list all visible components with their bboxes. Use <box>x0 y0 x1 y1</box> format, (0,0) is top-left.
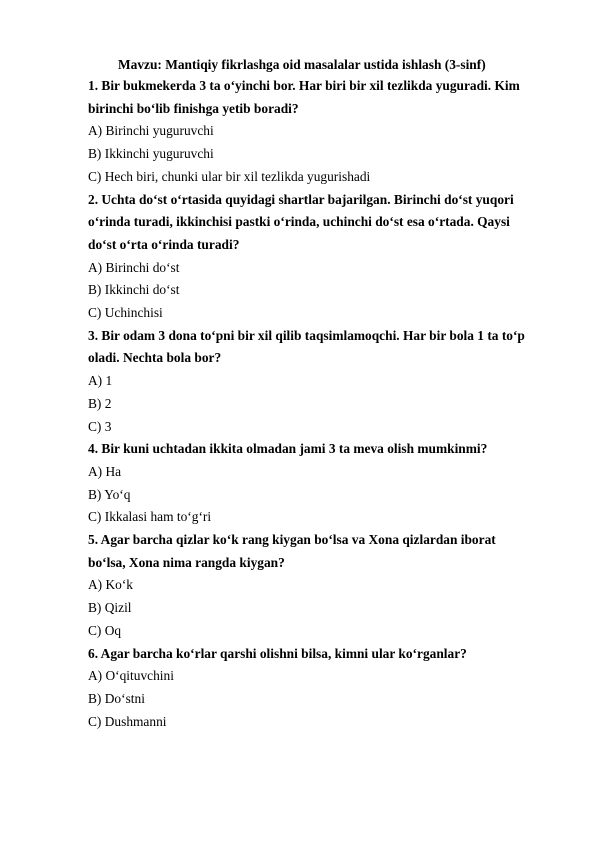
answer-option: B) Ikkinchi yuguruvchi <box>88 146 214 162</box>
answer-option: B) Yo‘q <box>88 486 131 502</box>
question-1 <box>88 75 558 189</box>
question-6 <box>88 643 558 734</box>
question-text-line: bo‘lsa, Xona nima rangda kiygan? <box>88 554 285 570</box>
question-2 <box>88 189 558 325</box>
answer-option: A) Ko‘k <box>88 577 133 593</box>
answer-option: C) Uchinchisi <box>88 305 163 321</box>
answer-option: C) 3 <box>88 418 112 434</box>
question-text-line: 5. Agar barcha qizlar ko‘k rang kiygan bo‘lsa va Xona qizlardan iborat <box>88 532 496 548</box>
question-text-line: 4. Bir kuni uchtadan ikkita olmadan jami 3 ta meva olish mumkinmi? <box>88 441 488 457</box>
question-text-line: o‘rinda turadi, ikkinchisi pastki o‘rinda, uchinchi do‘st esa o‘rtada. Qaysi <box>88 214 510 230</box>
answer-option: C) Hech biri, chunki ular bir xil tezlikda yugurishadi <box>88 168 371 184</box>
question-text-line: birinchi bo‘lib finishga yetib boradi? <box>88 100 299 116</box>
answer-option: C) Dushmanni <box>88 713 167 729</box>
answer-option: A) 1 <box>88 373 113 389</box>
question-5 <box>88 529 558 643</box>
answer-option: A) Ha <box>88 463 122 479</box>
answer-option: B) 2 <box>88 395 112 411</box>
question-text-line: oladi. Nechta bola bor? <box>88 350 222 366</box>
question-text-line: 1. Bir bukmekerda 3 ta o‘yinchi bor. Har biri bir xil tezlikda yuguradi. Kim <box>88 78 520 93</box>
question-text-line: 2. Uchta do‘st o‘rtasida quyidagi shartlar bajarilgan. Birinchi do‘st yuqori <box>88 191 514 207</box>
question-text-line: 3. Bir odam 3 dona to‘pni bir xil qilib taqsimlamoqchi. Har bir bola 1 ta to‘p <box>88 327 525 343</box>
answer-option: B) Qizil <box>88 600 132 616</box>
page-title: Mavzu: Mantiqiy fikrlashga oid masalalar ustida ishlash (3-sinf) <box>118 57 486 72</box>
answer-option: B) Do‘stni <box>88 690 145 706</box>
answer-option: A) O‘qituvchini <box>88 668 174 684</box>
answer-option: C) Oq <box>88 622 122 638</box>
question-text-line: 6. Agar barcha ko‘rlar qarshi olishni bilsa, kimni ular ko‘rganlar? <box>88 645 467 661</box>
document-page <box>88 55 558 733</box>
question-4 <box>88 438 558 529</box>
answer-option: A) Birinchi do‘st <box>88 259 180 275</box>
answer-option: B) Ikkinchi do‘st <box>88 282 180 298</box>
question-3 <box>88 325 558 439</box>
question-text-line: do‘st o‘rta o‘rinda turadi? <box>88 236 240 252</box>
answer-option: C) Ikkalasi ham to‘g‘ri <box>88 509 212 525</box>
answer-option: A) Birinchi yuguruvchi <box>88 123 214 139</box>
